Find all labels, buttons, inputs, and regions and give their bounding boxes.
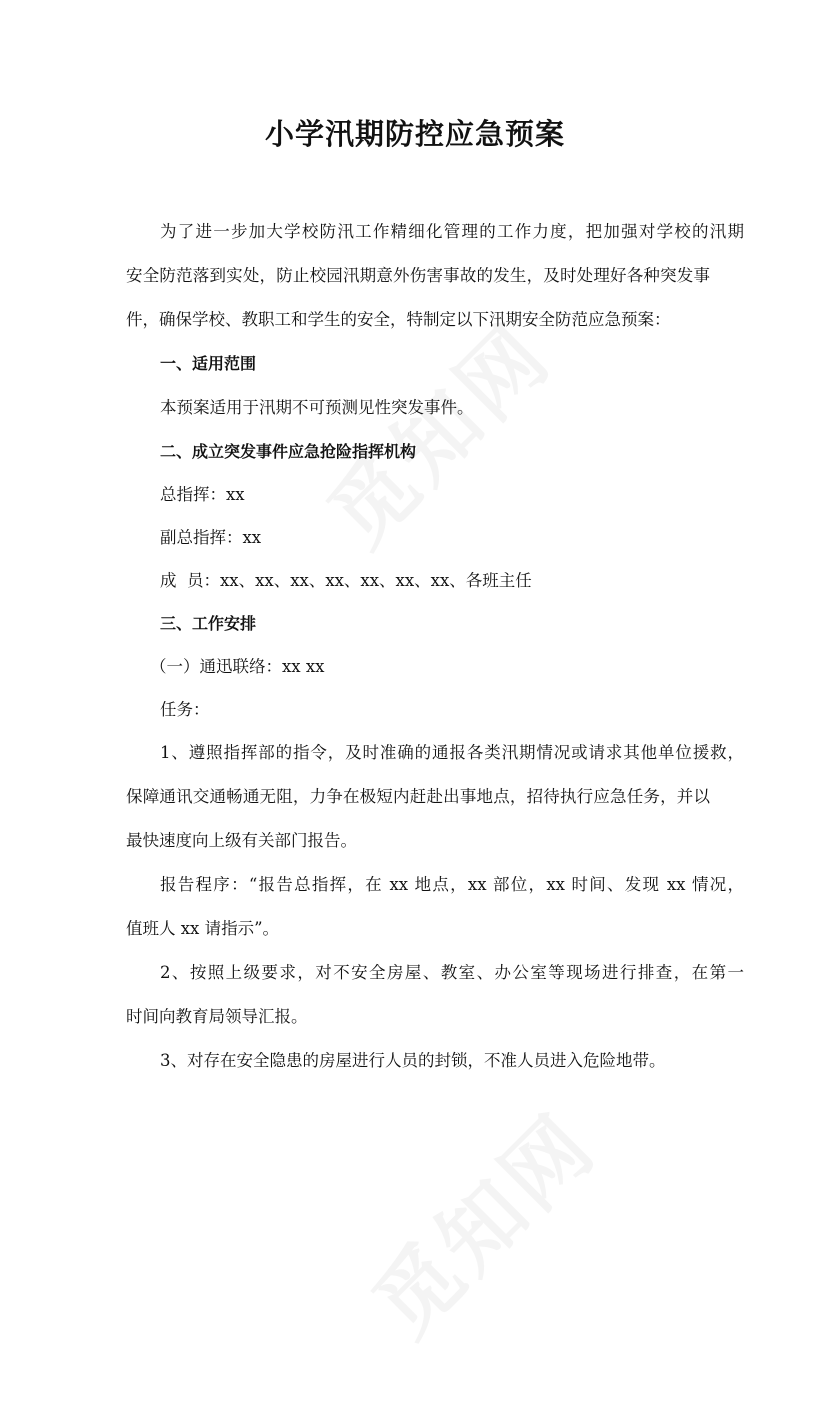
intro-line-2: 安全防范落到实处，防止校园汛期意外伤害事故的发生，及时处理好各种突发事 (126, 266, 710, 285)
commander-line: 总指挥：xx (160, 485, 245, 504)
section-1-text: 本预案适用于汛期不可预测见性突发事件。 (160, 398, 474, 417)
item-2-line-1: 2、按照上级要求，对不安全房屋、教室、办公室等现场进行排查，在第一 (160, 963, 744, 982)
watermark-bottom (282, 1022, 678, 1418)
item-1-line-2: 保障通讯交通畅通无阻，力争在极短内赶赴出事地点，招待执行应急任务，并以 (126, 787, 710, 806)
report-line-2: 值班人 xx 请指示”。 (126, 919, 280, 938)
section-2-heading: 二、成立突发事件应急抢险指挥机构 (160, 442, 417, 461)
intro-line-3: 件，确保学校、教职工和学生的安全，特制定以下汛期安全防范应急预案： (126, 310, 671, 329)
intro-line-1: 为了进一步加大学校防汛工作精细化管理的工作力度，把加强对学校的汛期 (160, 222, 744, 241)
item-1-line-1: 1、遵照指挥部的指令，及时准确的通报各类汛期情况或请求其他单位援救， (160, 743, 744, 762)
deputy-line: 副总指挥：xx (160, 528, 262, 547)
section-3-heading: 三、工作安排 (160, 614, 257, 633)
item-3-line: 3、对存在安全隐患的房屋进行人员的封锁，不准人员进入危险地带。 (160, 1051, 666, 1070)
document-title: 小学汛期防控应急预案 (264, 117, 565, 151)
section-1-heading: 一、适用范围 (160, 354, 257, 373)
report-line-1: 报告程序：“报告总指挥，在 xx 地点，xx 部位，xx 时间、发现 xx 情况， (160, 875, 744, 894)
subsection-1: （一）通迅联络：xx xx (150, 657, 325, 676)
item-2-line-2: 时间向教育局领导汇报。 (126, 1007, 308, 1026)
item-1-line-3: 最快速度向上级有关部门报告。 (126, 831, 357, 850)
task-label: 任务： (160, 700, 210, 719)
members-line: 成 员：xx、xx、xx、xx、xx、xx、xx、各班主任 (160, 571, 532, 590)
